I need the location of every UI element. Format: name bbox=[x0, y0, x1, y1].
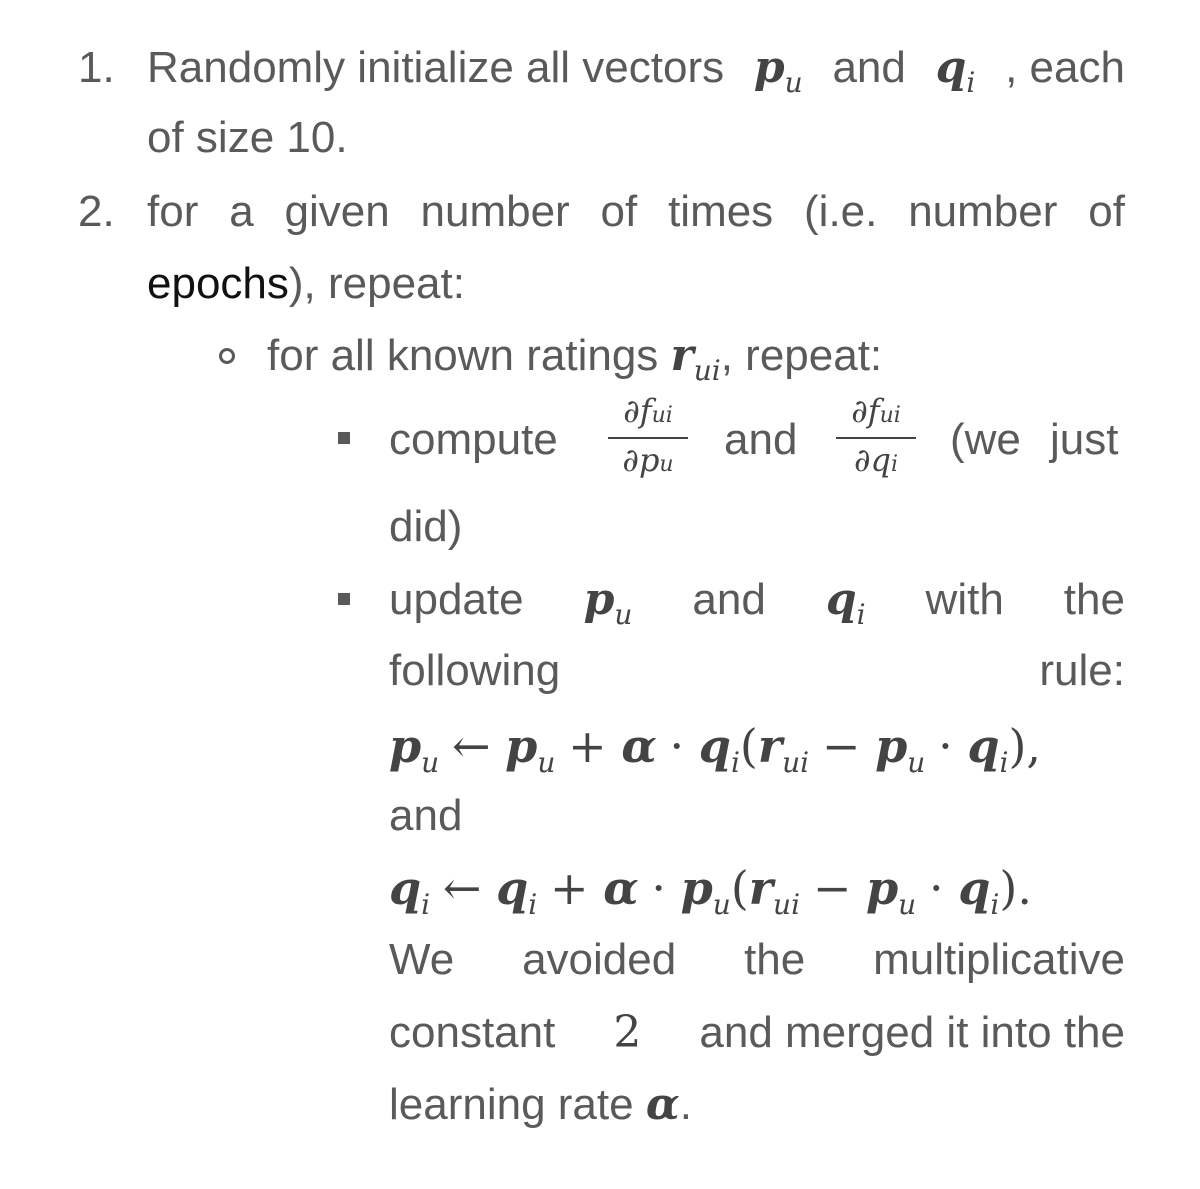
word: for bbox=[147, 187, 199, 236]
word: (i.e. bbox=[804, 187, 878, 236]
note-line-2 bbox=[389, 1003, 1125, 1063]
list-number-2: 2. bbox=[78, 187, 115, 236]
word: times bbox=[668, 187, 774, 236]
note-line-1 bbox=[389, 930, 1125, 990]
math-p: p bbox=[753, 42, 785, 93]
math-r: r bbox=[670, 330, 694, 381]
word: with bbox=[925, 575, 1004, 624]
item-1-line-2: of size 10. bbox=[147, 113, 348, 162]
word: number bbox=[420, 187, 570, 236]
math-sub: ui bbox=[693, 354, 721, 387]
word: number bbox=[908, 187, 1058, 236]
word: a bbox=[229, 187, 254, 236]
text: ), repeat: bbox=[288, 259, 465, 308]
word: the bbox=[744, 935, 806, 984]
item-2-line-2 bbox=[147, 254, 465, 314]
text: for all known ratings bbox=[267, 331, 659, 380]
math-sub: i bbox=[966, 66, 976, 99]
word: of bbox=[600, 187, 638, 236]
text: , repeat: bbox=[720, 331, 883, 380]
text: , each bbox=[1005, 43, 1125, 92]
compute-word: compute bbox=[389, 415, 558, 464]
text: and merged it into the bbox=[699, 1008, 1125, 1057]
and-word: and bbox=[724, 415, 798, 464]
we-word: (we bbox=[950, 415, 1021, 464]
math-q: q bbox=[825, 574, 857, 625]
square-bullet-icon bbox=[338, 432, 350, 444]
math-q: q bbox=[935, 42, 967, 93]
word: following bbox=[389, 646, 561, 695]
item-2-line-1 bbox=[147, 182, 1125, 242]
text: learning rate bbox=[389, 1080, 634, 1129]
word: the bbox=[1063, 575, 1125, 624]
word: given bbox=[284, 187, 390, 236]
word: multiplicative bbox=[873, 935, 1125, 984]
equation-2: $q_i$ ← $q_i + \alpha \cdot p_u(r_{ui} - p_u \cdot q_i)$. bbox=[389, 861, 1032, 921]
circle-bullet-icon bbox=[219, 348, 235, 364]
math-sub: u bbox=[784, 66, 803, 99]
note-line-3 bbox=[389, 1075, 692, 1135]
constant-two: 2 bbox=[613, 1007, 642, 1058]
word: constant bbox=[389, 1008, 556, 1057]
list-number-1: 1. bbox=[78, 43, 115, 92]
and-line: and bbox=[389, 791, 463, 840]
square-bullet-icon bbox=[338, 593, 350, 605]
update-line-2 bbox=[389, 641, 1125, 701]
fraction-dfdq: ∂fui ∂qi bbox=[836, 392, 916, 484]
word: rule: bbox=[1039, 646, 1125, 695]
sub-item-line bbox=[267, 326, 882, 391]
word: avoided bbox=[522, 935, 677, 984]
fraction-dfdp: ∂fui ∂pu bbox=[608, 392, 688, 484]
word: of bbox=[1088, 187, 1125, 236]
epochs-link[interactable]: epochs bbox=[147, 259, 289, 308]
text: and bbox=[832, 43, 906, 92]
math-alpha: α bbox=[645, 1079, 680, 1130]
text: . bbox=[679, 1080, 692, 1129]
word: We bbox=[389, 935, 455, 984]
equation-1: $p_u$ ← $p_u + \alpha \cdot q_i(r_{ui} - p_u \cdot q_i)$, bbox=[389, 719, 1042, 779]
word: and bbox=[692, 575, 766, 624]
just-word: just bbox=[1050, 415, 1119, 464]
text: Randomly initialize all vectors bbox=[147, 43, 725, 92]
word: update bbox=[389, 575, 524, 624]
item-1-line-1 bbox=[147, 38, 1125, 103]
did-line: did) bbox=[389, 502, 463, 551]
math-p: p bbox=[583, 574, 615, 625]
update-line-1: update $p_u$ and $q_i$ with the bbox=[389, 570, 1125, 635]
